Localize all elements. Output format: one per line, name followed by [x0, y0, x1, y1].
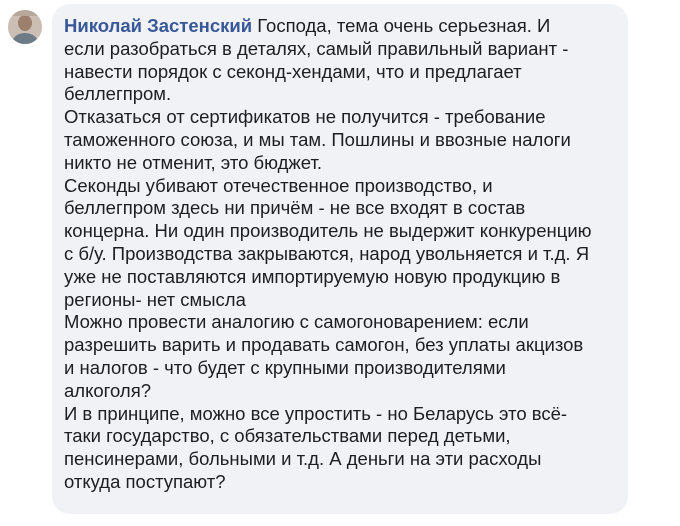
comment-line: навести порядок с секонд-хендами, что и предлагает: [64, 60, 522, 82]
comment-line: и налогов - что будет с крупными производителями: [64, 356, 506, 378]
comment-line: откуда поступают?: [64, 470, 226, 492]
comment-line: И в принципе, можно все упростить - но Беларусь это всё-: [64, 402, 568, 424]
author-name-link[interactable]: Николай Застенский: [64, 15, 253, 36]
comment-text: [64, 15, 616, 494]
comment-line: Господа, тема очень серьезная. И: [257, 15, 551, 36]
user-avatar-icon: [8, 10, 42, 44]
comment-line: с б/у. Производства закрываются, народ увольняется и т.д. Я: [64, 242, 590, 264]
comment-line: концерна. Ни один производитель не выдержит конкуренцию: [64, 220, 592, 242]
comment-line: уже не поставляются импортируемую новую продукцию в: [64, 265, 561, 287]
comment-line: Секонды убивают отечественное производство, и: [64, 174, 493, 196]
avatar[interactable]: [8, 10, 42, 44]
comment-bubble: [52, 4, 628, 514]
comment-line: разрешить варить и продавать самогон, без уплаты акцизов: [64, 334, 584, 356]
comment-line: таки государство, с обязательствами перед детьми,: [64, 425, 511, 447]
comment-line: таможенного союза, и мы там. Пошлины и ввозные налоги: [64, 128, 571, 150]
comment-line: Отказаться от сертификатов не получится - требование: [64, 106, 546, 128]
comment-line: никто не отменит, это бюджет.: [64, 151, 323, 173]
comment-line: Можно провести аналогию с самогоноварением: если: [64, 311, 529, 333]
comment-line: алкоголя?: [64, 379, 151, 401]
comment-line: если разобраться в деталях, самый правильный вариант -: [64, 37, 569, 59]
comment-line: пенсинерами, больными и т.д. А деньги на эти расходы: [64, 448, 542, 470]
comment-line: беллегпром.: [64, 83, 172, 105]
comment-line: беллегпром здесь ни причём - не все входят в состав: [64, 197, 526, 219]
comment-line: регионы- нет смысла: [64, 288, 246, 310]
